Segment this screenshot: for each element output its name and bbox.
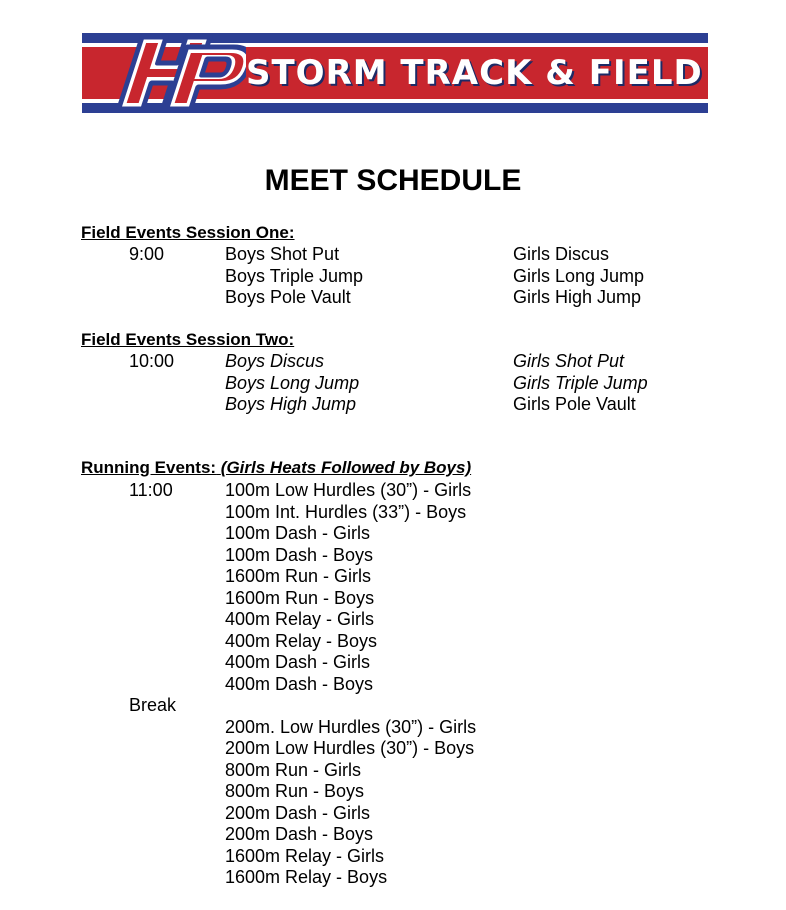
field-one-heading: Field Events Session One:: [81, 223, 295, 242]
field-two-girls-event: Girls Triple Jump: [513, 372, 648, 393]
running-event: 100m Dash - Girls: [225, 523, 371, 543]
field-one-boys-event: Boys Pole Vault: [225, 287, 351, 307]
field-two-time: 10:00: [129, 351, 175, 371]
break-label: Break: [129, 695, 177, 715]
running-event: 100m Low Hurdles (30”) - Girls: [225, 480, 472, 500]
hp-logo: [106, 25, 246, 121]
field-two-boys-event: Boys High Jump: [225, 394, 357, 414]
header-banner: [82, 33, 708, 113]
field-two-boys-event: Boys Discus: [225, 351, 325, 371]
running-event: 800m Run - Boys: [225, 781, 365, 801]
running-event: 1600m Run - Girls: [225, 566, 372, 586]
running-heading-note: (Girls Heats Followed by Boys): [220, 458, 472, 477]
running-event: 100m Int. Hurdles (33”) - Boys: [225, 501, 467, 522]
running-event: 400m Relay - Girls: [225, 609, 375, 629]
field-one-boys-event: Boys Shot Put: [225, 244, 340, 264]
banner-title: STORM TRACK & FIELD: [246, 53, 703, 93]
field-one-time: 9:00: [129, 244, 165, 264]
running-event: 200m Dash - Girls: [225, 802, 371, 823]
field-two-girls-event: Girls Pole Vault: [513, 394, 636, 414]
running-event: 400m Dash - Boys: [225, 673, 374, 694]
field-one-girls-event: Girls High Jump: [513, 287, 642, 307]
running-event: 1600m Relay - Boys: [225, 867, 388, 887]
running-heading: [81, 458, 471, 478]
running-event: 100m Dash - Boys: [225, 544, 374, 565]
field-two-girls-event: Girls Shot Put: [513, 351, 625, 371]
running-heading-label: Running Events:: [81, 458, 217, 477]
running-event: 1600m Run - Boys: [225, 587, 375, 608]
field-two-boys-event: Boys Long Jump: [225, 372, 360, 393]
field-one-boys-event: Boys Triple Jump: [225, 265, 364, 286]
running-event: 1600m Relay - Girls: [225, 845, 385, 866]
page-title: MEET SCHEDULE: [264, 164, 522, 197]
running-event: 400m Dash - Girls: [225, 652, 371, 672]
running-event: 800m Run - Girls: [225, 759, 362, 780]
running-event: 200m Dash - Boys: [225, 824, 374, 844]
field-two-heading: Field Events Session Two:: [81, 330, 295, 349]
running-event: 200m Low Hurdles (30”) - Boys: [225, 738, 475, 758]
field-one-girls-event: Girls Discus: [513, 244, 610, 264]
running-event: 400m Relay - Boys: [225, 630, 378, 651]
running-time: 11:00: [129, 480, 173, 500]
field-one-girls-event: Girls Long Jump: [513, 265, 645, 286]
running-event: 200m. Low Hurdles (30”) - Girls: [225, 716, 477, 737]
